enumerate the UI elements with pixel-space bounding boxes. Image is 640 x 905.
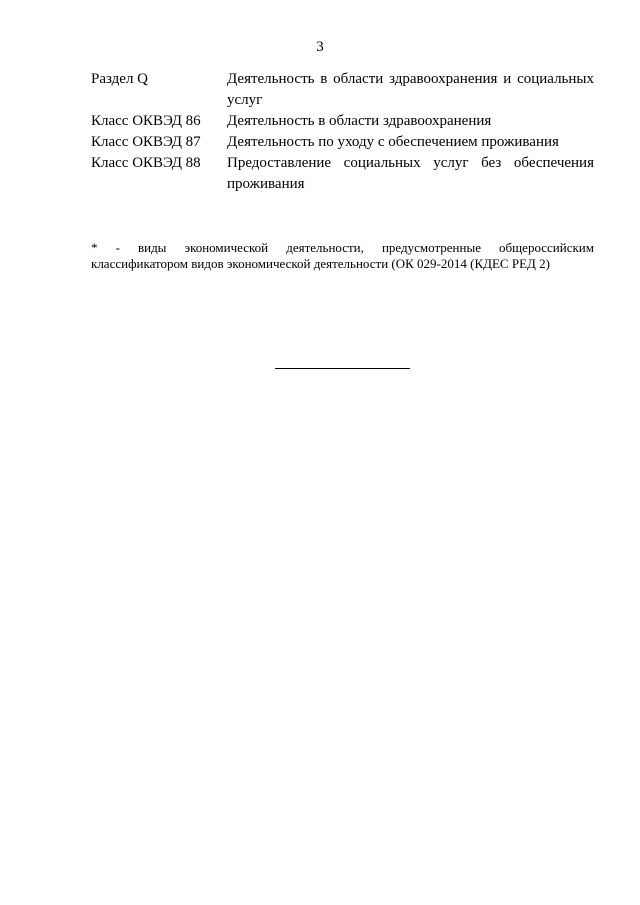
table-row [91,69,594,111]
activity-classification-table [91,69,594,195]
end-of-document-rule [275,368,410,369]
classification-description: Деятельность в области здравоохранения и социальных услуг [227,71,594,108]
footnote-line: классификатором видов экономической деятельности (ОК 029-2014 (КДЕС РЕД 2) [91,256,550,271]
classification-code: Класс ОКВЭД 87 [91,134,201,150]
page-number: 3 [316,39,324,55]
classification-code: Раздел Q [91,71,149,87]
classification-description: Деятельность в области здравоохранения [227,113,492,129]
classification-code: Класс ОКВЭД 88 [91,155,201,171]
classification-description: Деятельность по уходу с обеспечением проживания [227,134,559,150]
table-row [91,111,594,132]
footnote-line: * - виды экономической деятельности, предусмотренные общероссийским [91,240,594,255]
footnote [91,240,594,272]
classification-code: Класс ОКВЭД 86 [91,113,201,129]
classification-description: Предоставление социальных услуг без обеспечения проживания [227,155,594,192]
table-row [91,132,594,153]
table-row [91,153,594,195]
